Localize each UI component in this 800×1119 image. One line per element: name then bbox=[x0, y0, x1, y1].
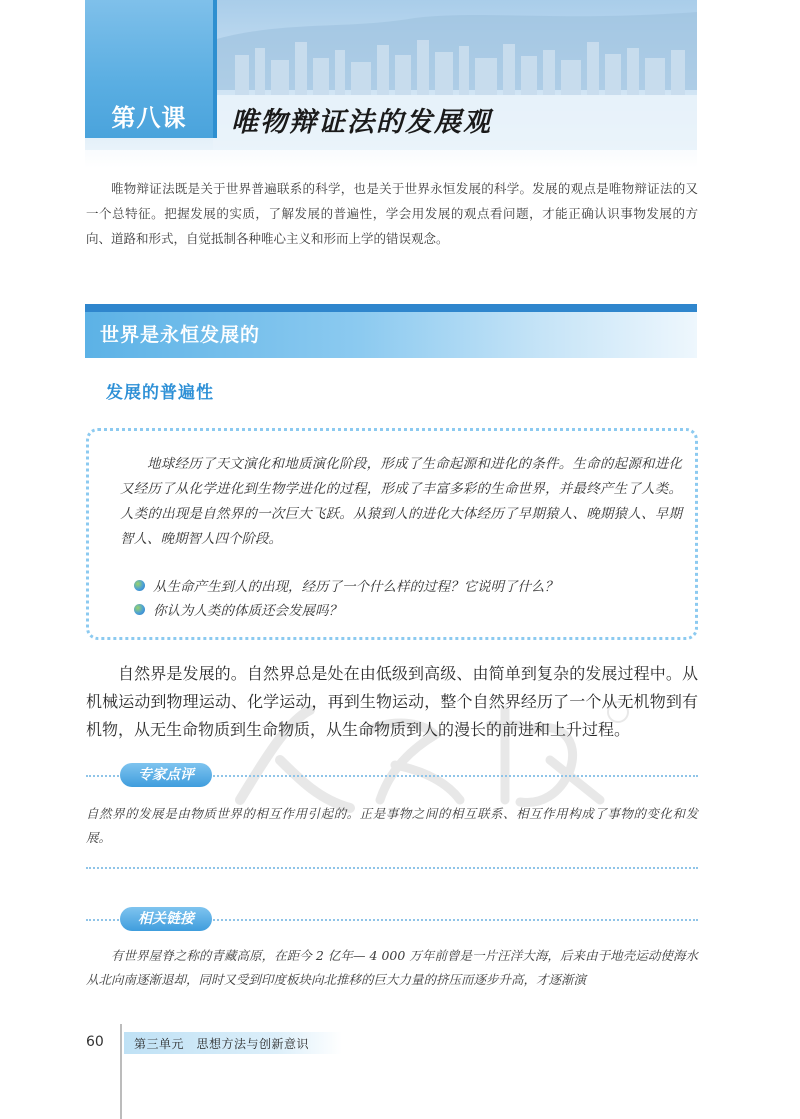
lesson-title: 唯物辩证法的发展观 bbox=[231, 107, 492, 138]
expert-comment-text: 自然界的发展是由物质世界的相互作用引起的。正是事物之间的相互联系、相互作用构成了事物的变化和发展。 bbox=[86, 806, 698, 845]
main-body-paragraph: 自然界是发展的。自然界总是处在由低级到高级、由简单到复杂的发展过程中。从机械运动到物理运动、化学运动，再到生物运动，整个自然界经历了一个从无机物到有机物，从无生命物质到生命物质，从生命物质到人的漫长的前进和上升过程。 bbox=[86, 664, 698, 739]
related-link-text: 有世界屋脊之称的青藏高原，在距今 2 亿年— 4 000 万年前曾是一片汪洋大海，后来由于地壳运动使海水从北向南逐渐退却，同时又受到印度板块向北推移的巨大力量的挤压而逐步升高，才逐渐演 bbox=[86, 948, 698, 987]
related-link-label: 相关链接 bbox=[120, 907, 212, 931]
footer-vertical-rule bbox=[120, 1024, 122, 1119]
lesson-header-banner bbox=[85, 0, 697, 168]
expert-divider-bottom bbox=[86, 867, 698, 869]
page-number: 60 bbox=[86, 1034, 104, 1050]
activity-paragraph: 地球经历了天文演化和地质演化阶段，形成了生命起源和进化的条件。生命的起源和进化又经历了从化学进化到生物学进化的过程，形成了丰富多彩的生命世界，并最终产生了人类。人类的出现是自然界的一次巨大飞跃。从猿到人的进化大体经历了早期猿人、晚期猿人、早期智人、晚期智人四个阶段。 bbox=[120, 456, 682, 547]
section-subtitle: 发展的普遍性 bbox=[106, 383, 214, 403]
question-text: 从生命产生到人的出现，经历了一个什么样的过程？它说明了什么？ bbox=[153, 579, 558, 595]
expert-comment-label: 专家点评 bbox=[120, 763, 212, 787]
question-bullet-icon bbox=[134, 604, 145, 615]
lesson-label-edge bbox=[213, 0, 217, 138]
question-item bbox=[134, 575, 558, 595]
lesson-intro-paragraph: 唯物辩证法既是关于世界普遍联系的科学，也是关于世界永恒发展的科学。发展的观点是唯物辩证法的又一个总特征。把握发展的实质，了解发展的普遍性，学会用发展的观点看问题，才能正确认识事物发展的方向、道路和形式，自觉抵制各种唯心主义和形而上学的错误观念。 bbox=[86, 181, 698, 246]
question-item bbox=[134, 599, 342, 619]
section-header-bar bbox=[85, 304, 697, 312]
question-text: 你认为人类的体质还会发展吗？ bbox=[153, 603, 342, 619]
question-bullet-icon bbox=[134, 580, 145, 591]
section-title: 世界是永恒发展的 bbox=[100, 324, 261, 346]
lesson-number: 第八课 bbox=[111, 103, 187, 132]
footer-unit-label: 第三单元 思想方法与创新意识 bbox=[134, 1037, 310, 1051]
